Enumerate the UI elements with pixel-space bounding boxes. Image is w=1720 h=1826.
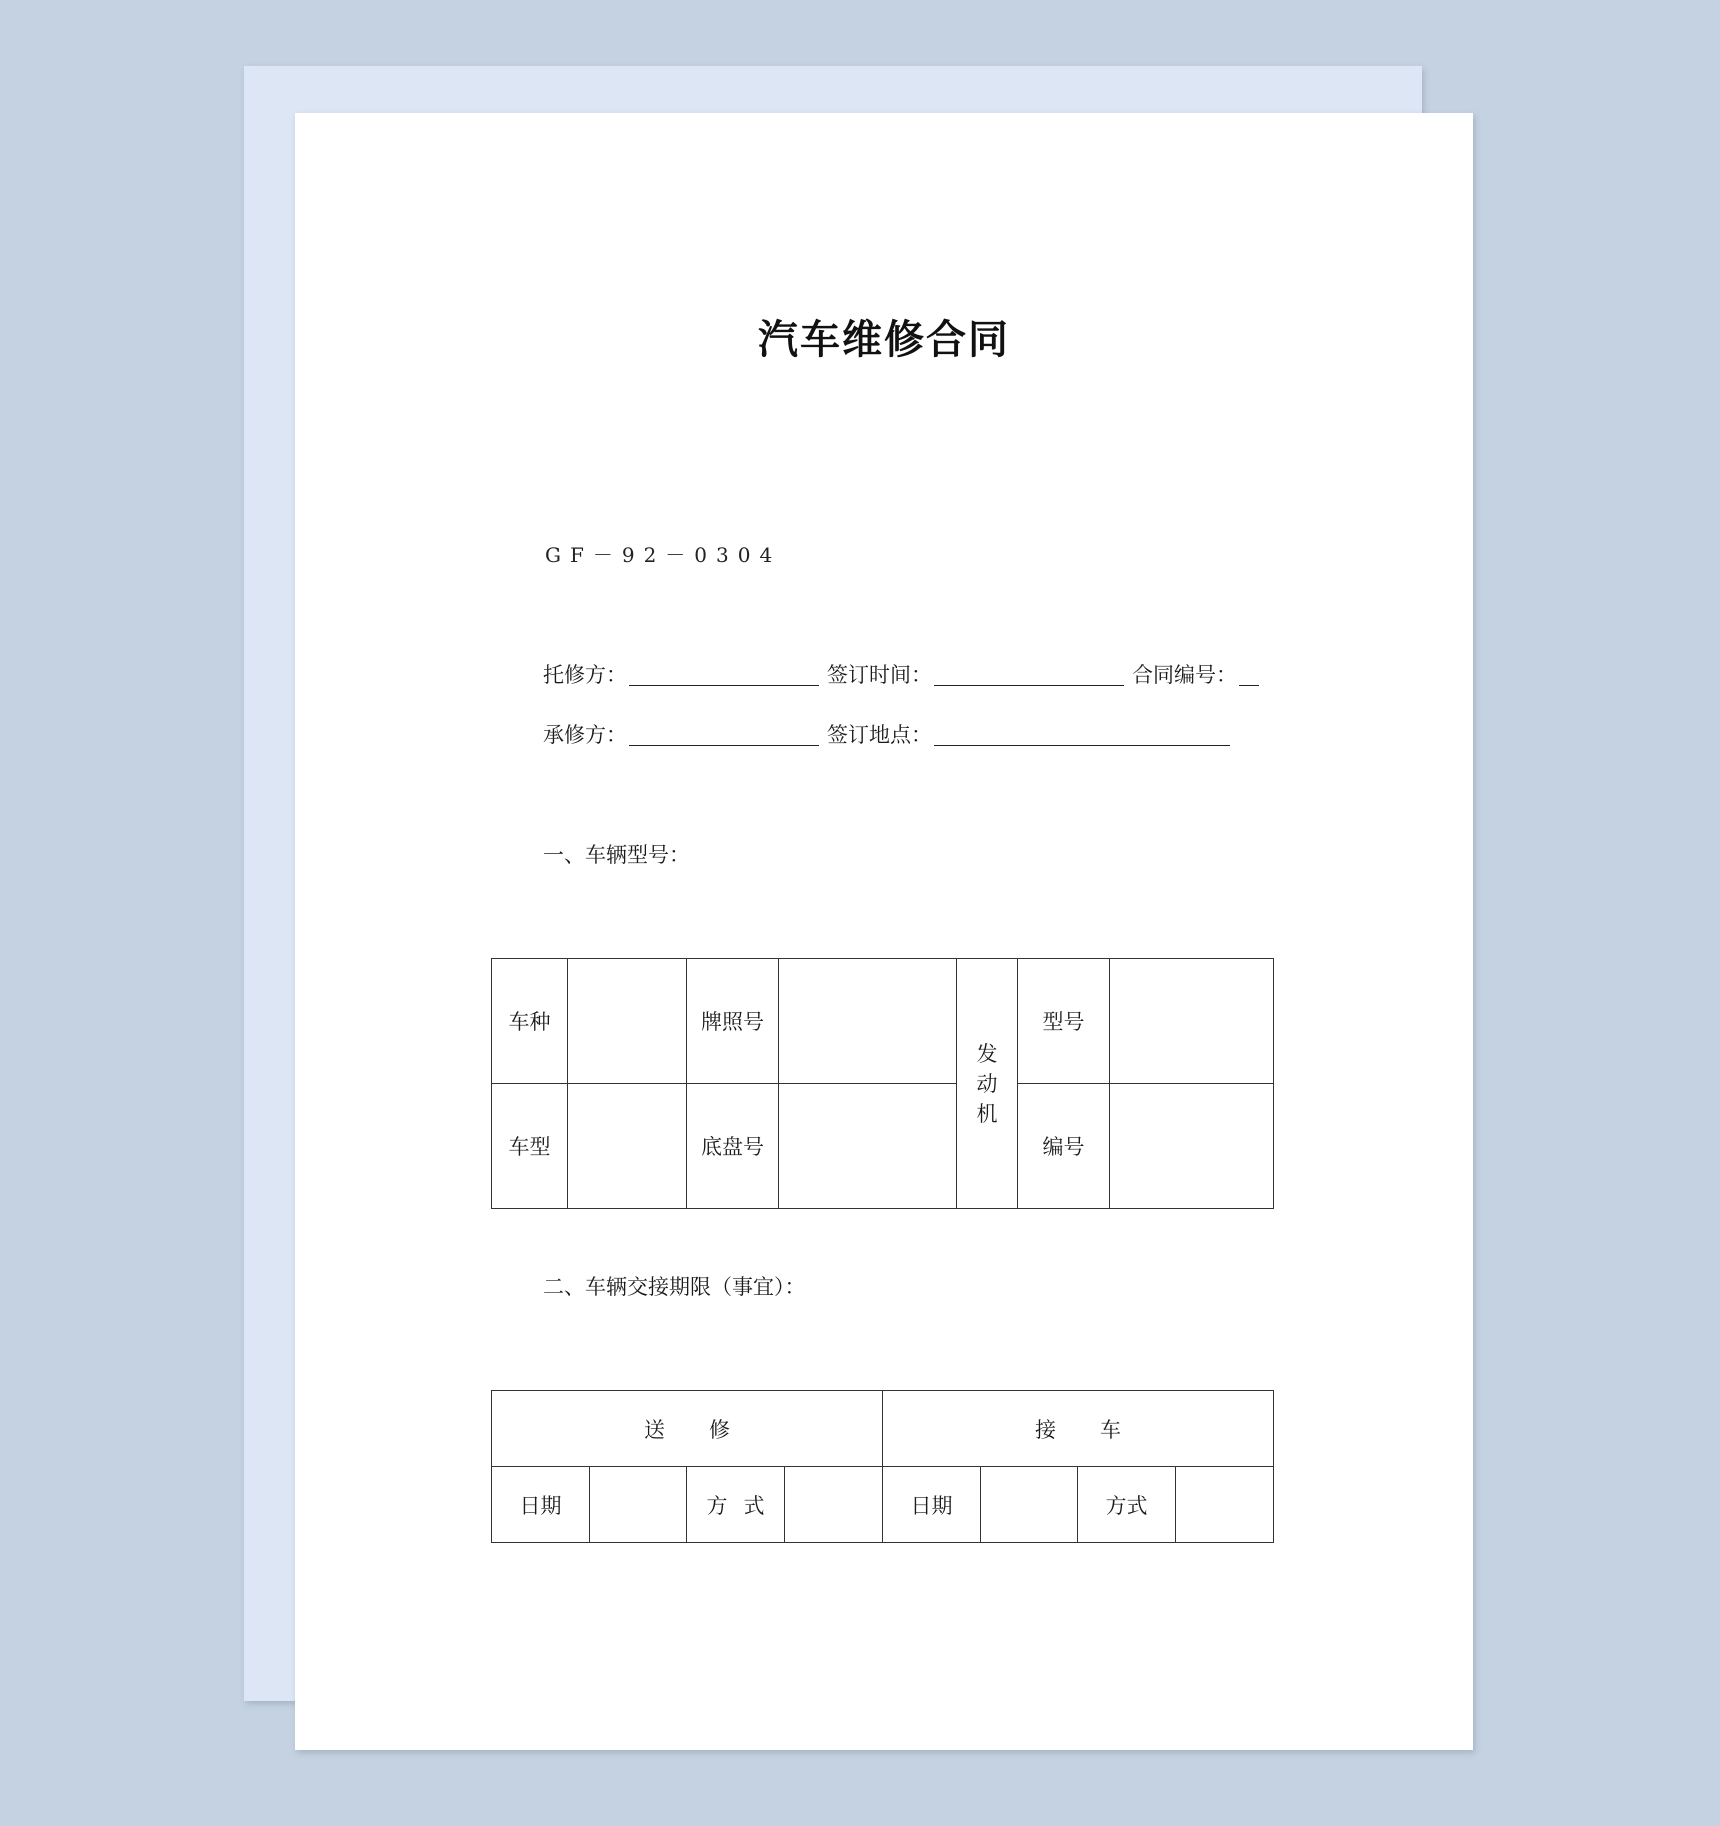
document-title: 汽车维修合同 bbox=[758, 317, 1010, 363]
section-vehicle-model: 一、车辆型号： bbox=[543, 843, 690, 867]
field-row-1 bbox=[543, 658, 1267, 688]
table-row bbox=[492, 1084, 1274, 1209]
engine-label: 发 动 机 bbox=[957, 959, 1018, 1209]
section-handover: 二、车辆交接期限（事宜）： bbox=[543, 1275, 806, 1299]
chassis-cell[interactable] bbox=[779, 1084, 957, 1209]
sign-place-field[interactable] bbox=[934, 724, 1230, 746]
vehicle-model-cell[interactable] bbox=[568, 1084, 687, 1209]
plate-cell[interactable] bbox=[779, 959, 957, 1084]
table-row bbox=[492, 1467, 1274, 1543]
pickup-method-cell[interactable] bbox=[1176, 1467, 1274, 1543]
engine-model-cell[interactable] bbox=[1110, 959, 1274, 1084]
plate-label: 牌照号 bbox=[687, 959, 779, 1084]
vehicle-type-cell[interactable] bbox=[568, 959, 687, 1084]
table-row bbox=[492, 1391, 1274, 1467]
sign-time-label: 签订时间： bbox=[827, 663, 932, 687]
chassis-label: 底盘号 bbox=[687, 1084, 779, 1209]
send-method-label: 方式 bbox=[687, 1467, 785, 1543]
client-field[interactable] bbox=[629, 664, 819, 686]
sign-place-label: 签订地点： bbox=[827, 723, 932, 747]
table-row bbox=[492, 959, 1274, 1084]
send-for-repair-header: 送修 bbox=[492, 1391, 883, 1467]
pickup-date-cell[interactable] bbox=[981, 1467, 1078, 1543]
engine-number-label: 编号 bbox=[1018, 1084, 1110, 1209]
engine-number-cell[interactable] bbox=[1110, 1084, 1274, 1209]
engine-model-label: 型号 bbox=[1018, 959, 1110, 1084]
repairer-label: 承修方： bbox=[543, 723, 627, 747]
pickup-header: 接车 bbox=[883, 1391, 1274, 1467]
vehicle-table bbox=[491, 958, 1274, 1209]
contract-no-label: 合同编号： bbox=[1132, 663, 1237, 687]
field-row-2 bbox=[543, 718, 1238, 748]
pickup-method-label: 方式 bbox=[1078, 1467, 1176, 1543]
send-date-cell[interactable] bbox=[590, 1467, 687, 1543]
document-page bbox=[295, 113, 1473, 1750]
send-date-label: 日期 bbox=[492, 1467, 590, 1543]
send-method-cell[interactable] bbox=[785, 1467, 883, 1543]
contract-form-code: GF－92－0304 bbox=[545, 543, 782, 567]
client-label: 托修方： bbox=[543, 663, 627, 687]
vehicle-type-label: 车种 bbox=[492, 959, 568, 1084]
repairer-field[interactable] bbox=[629, 724, 819, 746]
sign-time-field[interactable] bbox=[934, 664, 1124, 686]
handover-table bbox=[491, 1390, 1274, 1543]
vehicle-model-label: 车型 bbox=[492, 1084, 568, 1209]
contract-no-field[interactable] bbox=[1239, 664, 1259, 686]
pickup-date-label: 日期 bbox=[883, 1467, 981, 1543]
